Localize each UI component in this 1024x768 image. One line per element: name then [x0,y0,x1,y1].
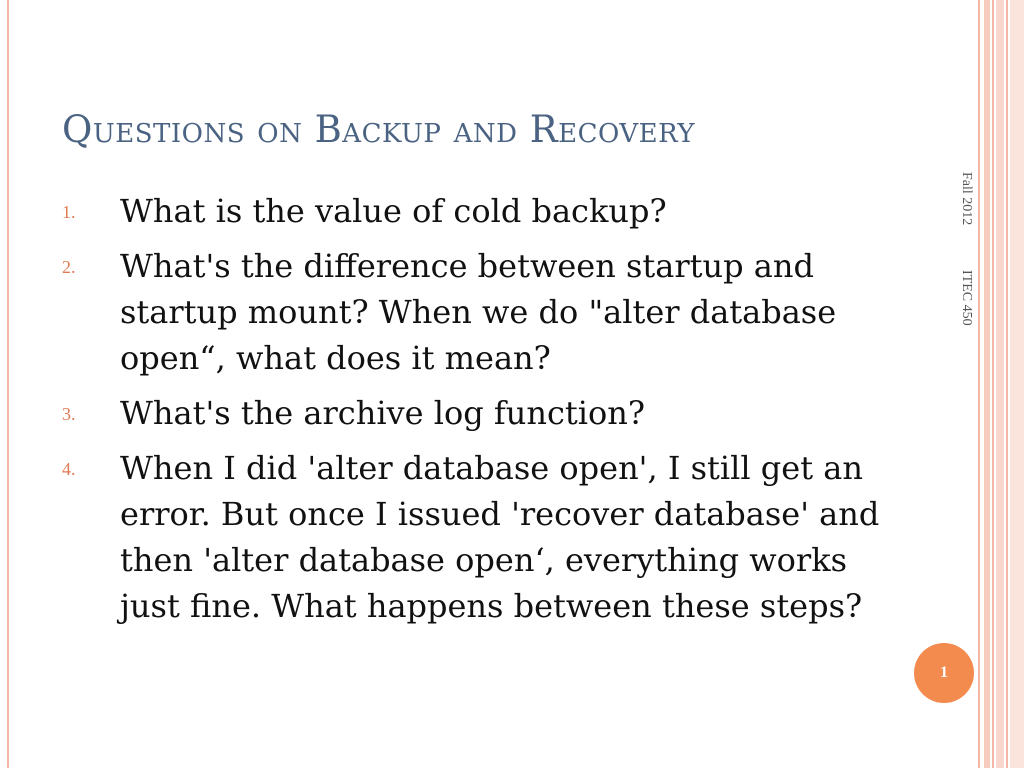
slide-title: Questions on Backup and Recovery [62,108,696,151]
question-list [62,188,882,638]
question-text: What's the archive log function? [120,394,645,432]
page-number-badge: 1 [914,643,974,703]
list-item [62,243,882,381]
list-number: 1. [62,202,76,222]
list-number: 3. [62,404,76,424]
footer-course: ITEC 450 [959,270,974,326]
right-stripe [1006,0,1008,768]
list-number: 4. [62,459,76,479]
right-stripe [992,0,994,768]
list-item [62,188,882,234]
list-number: 2. [62,257,76,277]
list-item [62,445,882,629]
left-border-rule [7,0,9,768]
right-stripe [984,0,990,768]
right-stripe [1010,0,1024,768]
question-text: What's the difference between startup and startup mount? When we do "alter database open“, what does it mean? [120,247,837,377]
footer-date: Fall 2012 [959,172,974,226]
list-item [62,390,882,436]
right-stripe [978,0,980,768]
question-text: When I did 'alter database open', I still get an error. But once I issued 'recover database' and then 'alter database open‘, everything works just fine. What happens between these steps? [120,449,880,625]
question-text: What is the value of cold backup? [120,192,667,230]
right-stripe [996,0,1004,768]
